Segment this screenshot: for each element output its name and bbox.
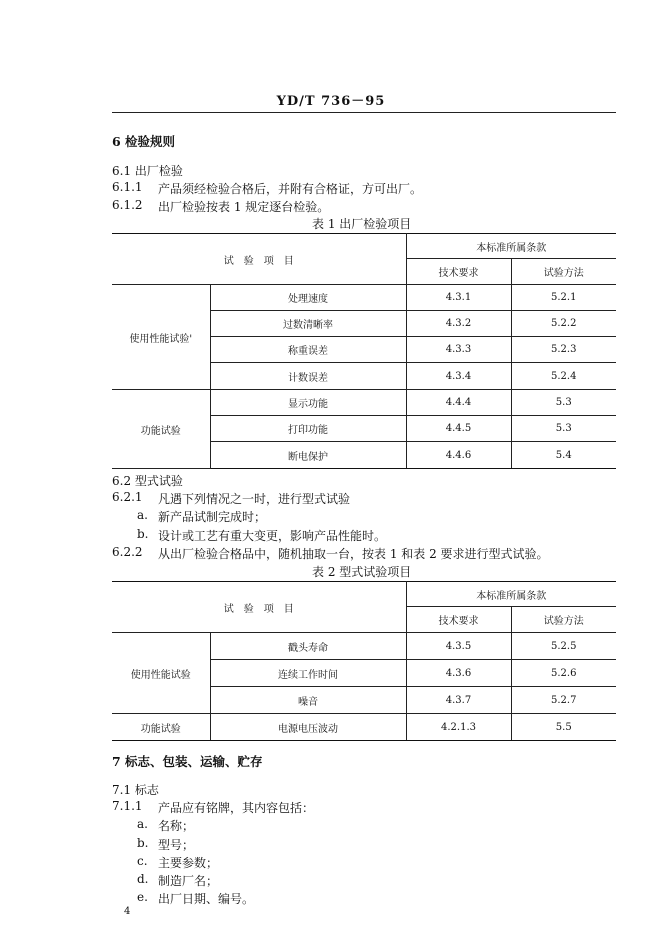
table-header-item: 试 验 项 目: [112, 234, 406, 285]
section-7-1-title: 7.1 标志: [112, 783, 159, 797]
table-1: [112, 233, 616, 469]
method-clause: 5.2.2: [511, 311, 616, 337]
test-item: 断电保护: [210, 442, 406, 469]
method-clause: 5.2.1: [511, 285, 616, 311]
page-number: 4: [124, 906, 131, 917]
list-label: c.: [137, 854, 148, 868]
document-code-header: YD/T 736－95: [276, 94, 386, 109]
clause-6-2-2-number: 6.2.2: [112, 545, 143, 559]
group-name: 功能试验: [112, 390, 210, 469]
table-row: [112, 390, 616, 416]
method-clause: 5.3: [511, 416, 616, 442]
table-row: [112, 633, 616, 660]
test-item: 计数误差: [210, 363, 406, 390]
table-header-method: 试验方法: [511, 259, 616, 285]
group-name: 功能试验: [112, 714, 210, 741]
list-item: 型号；: [158, 838, 195, 852]
test-item: 打印功能: [210, 416, 406, 442]
list-item: 制造厂名；: [158, 874, 219, 888]
list-label: a.: [137, 508, 148, 522]
list-label: e.: [137, 890, 148, 904]
section-6-title: 6 检验规则: [112, 134, 176, 149]
test-item: 连续工作时间: [210, 660, 406, 687]
test-item: 戳头寿命: [210, 633, 406, 660]
test-item: 电源电压波动: [210, 714, 406, 741]
table-header-requirement: 技术要求: [406, 607, 511, 633]
test-item: 显示功能: [210, 390, 406, 416]
table-row: [112, 285, 616, 311]
table-header-clause: 本标准所属条款: [406, 582, 616, 607]
list-label: a.: [137, 817, 148, 831]
table-2-caption: 表 2 型式试验项目: [312, 565, 412, 579]
requirement-clause: 4.3.6: [406, 660, 511, 687]
requirement-clause: 4.3.7: [406, 687, 511, 714]
test-item: 过数清晰率: [210, 311, 406, 337]
test-item: 噪音: [210, 687, 406, 714]
test-item: 处理速度: [210, 285, 406, 311]
section-6-1-title: 6.1 出厂检验: [112, 164, 183, 178]
requirement-clause: 4.3.2: [406, 311, 511, 337]
table-header-clause: 本标准所属条款: [406, 234, 616, 259]
test-item: 称重误差: [210, 337, 406, 363]
requirement-clause: 4.2.1.3: [406, 714, 511, 741]
method-clause: 5.2.5: [511, 633, 616, 660]
method-clause: 5.4: [511, 442, 616, 469]
method-clause: 5.2.6: [511, 660, 616, 687]
table-2: [112, 581, 616, 741]
list-item: 新产品试制完成时；: [158, 510, 267, 524]
clause-6-1-1-number: 6.1.1: [112, 180, 143, 194]
table-header-method: 试验方法: [511, 607, 616, 633]
table-header-item: 试 验 项 目: [112, 582, 406, 633]
group-name: 使用性能试验': [112, 285, 210, 390]
clause-6-2-2-text: 从出厂检验合格品中，随机抽取一台，按表 1 和表 2 要求进行型式试验。: [158, 547, 549, 561]
table-1-caption: 表 1 出厂检验项目: [312, 217, 412, 231]
requirement-clause: 4.3.4: [406, 363, 511, 390]
method-clause: 5.2.4: [511, 363, 616, 390]
list-label: b.: [137, 527, 149, 541]
clause-7-1-1-text: 产品应有铭牌，其内容包括：: [158, 801, 315, 815]
list-item: 主要参数；: [158, 856, 219, 870]
clause-7-1-1-number: 7.1.1: [112, 799, 143, 813]
list-item: 出厂日期、编号。: [158, 892, 255, 906]
method-clause: 5.5: [511, 714, 616, 741]
table-row: [112, 714, 616, 741]
section-7-title: 7 标志、包装、运输、贮存: [112, 754, 263, 769]
table-header-requirement: 技术要求: [406, 259, 511, 285]
header-rule: [112, 112, 616, 113]
section-6-2-title: 6.2 型式试验: [112, 474, 183, 488]
clause-6-2-1-text: 凡遇下列情况之一时，进行型式试验: [158, 492, 351, 506]
clause-6-1-1-text: 产品须经检验合格后，并附有合格证，方可出厂。: [158, 182, 423, 196]
clause-6-1-2-text: 出厂检验按表 1 规定逐台检验。: [158, 200, 330, 214]
requirement-clause: 4.4.5: [406, 416, 511, 442]
method-clause: 5.2.7: [511, 687, 616, 714]
requirement-clause: 4.3.5: [406, 633, 511, 660]
list-label: d.: [137, 872, 149, 886]
list-label: b.: [137, 836, 149, 850]
group-name: 使用性能试验: [112, 633, 210, 714]
requirement-clause: 4.3.1: [406, 285, 511, 311]
clause-6-2-1-number: 6.2.1: [112, 490, 143, 504]
requirement-clause: 4.4.6: [406, 442, 511, 469]
list-item: 设计或工艺有重大变更，影响产品性能时。: [158, 529, 387, 543]
requirement-clause: 4.4.4: [406, 390, 511, 416]
method-clause: 5.2.3: [511, 337, 616, 363]
requirement-clause: 4.3.3: [406, 337, 511, 363]
clause-6-1-2-number: 6.1.2: [112, 198, 143, 212]
list-item: 名称；: [158, 819, 195, 833]
method-clause: 5.3: [511, 390, 616, 416]
